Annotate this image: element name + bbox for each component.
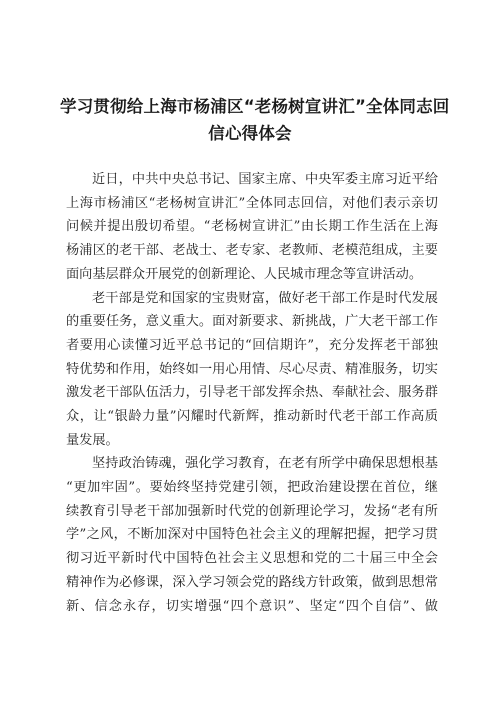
- paragraph-line: 面向基层群众开展党的创新理论、人民城市理念等宣讲活动。: [66, 266, 423, 282]
- paragraph-line: 新、信念永存，切实增强“四个意识”、坚定“四个自信”、做: [66, 598, 438, 614]
- paragraph-line: 众，让“银龄力量”闪耀时代新辉，推动新时代老干部工作高质: [66, 408, 438, 424]
- paragraph-line: 坚持政治铸魂，强化学习教育，在老有所学中确保思想根基: [92, 456, 438, 472]
- paragraph-1: [66, 168, 438, 286]
- paragraph-line: 者要用心读懂习近平总书记的“回信期许”，充分发挥老干部独: [66, 337, 438, 353]
- paragraph-line: 上海市杨浦区“老杨树宣讲汇”全体同志回信，对他们表示亲切: [66, 195, 438, 211]
- paragraph-line: 的重要任务，意义重大。面对新要求、新挑战，广大老干部工作: [66, 314, 438, 330]
- paragraph-line: 杨浦区的老干部、老战士、老专家、老教师、老模范组成，主要: [66, 243, 438, 259]
- document-title-line-1: 学习贯彻给上海市杨浦区“老杨树宣讲汇”全体同志回: [60, 97, 450, 116]
- paragraph-line: 精神作为必修课，深入学习领会党的路线方针政策，做到思想常: [66, 574, 438, 590]
- paragraph-line: 学”之风，不断加深对中国特色社会主义的理解把握，把学习贯: [66, 527, 438, 543]
- paragraph-line: 近日，中共中央总书记、国家主席、中央军委主席习近平给: [92, 172, 438, 187]
- document-title-line-2: 信心得体会: [208, 124, 292, 143]
- paragraph-line: 续教育引导老干部加强新时代党的创新理论学习，发扬“老有所: [66, 503, 438, 519]
- paragraph-3: [66, 452, 438, 618]
- paragraph-line: 彻习近平新时代中国特色社会主义思想和党的二十届三中全会: [66, 551, 438, 567]
- paragraph-2: [66, 287, 438, 453]
- paragraph-line: 特优势和作用，始终如一用心用情、尽心尽责、精准服务，切实: [66, 361, 438, 377]
- paragraph-line: 老干部是党和国家的宝贵财富，做好老干部工作是时代发展: [92, 290, 438, 306]
- paragraph-line: 量发展。: [66, 432, 119, 448]
- paragraph-line: 问候并提出殷切希望。“老杨树宣讲汇”由长期工作生活在上海: [66, 219, 438, 235]
- paragraph-line: 激发老干部队伍活力，引导老干部发挥余热、奉献社会、服务群: [66, 385, 438, 401]
- paragraph-line: “更加牢固”。要始终坚持党建引领，把政治建设摆在首位，继: [66, 480, 438, 496]
